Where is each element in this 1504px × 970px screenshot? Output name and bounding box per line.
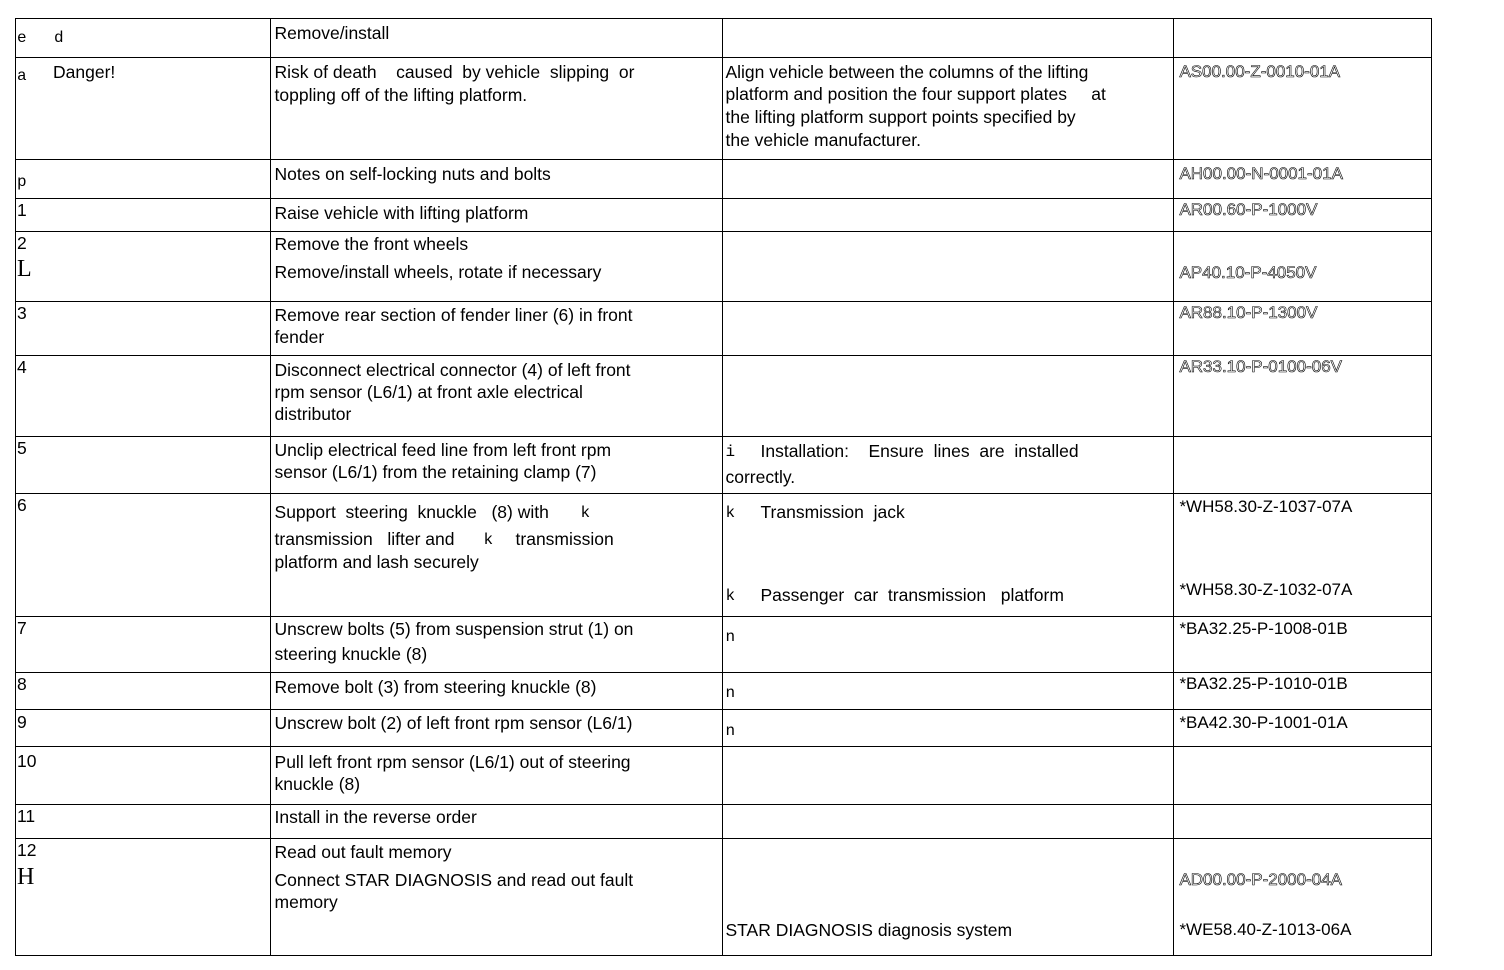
action-text: Remove the front wheels <box>274 234 469 254</box>
table-row <box>16 356 1432 437</box>
action-text: sensor (L6/1) from the retaining clamp (7) <box>274 462 597 482</box>
reference-link[interactable]: *WE58.40-Z-1013-06A <box>1179 920 1352 939</box>
operation-symbol: L <box>17 256 32 282</box>
action-text: fender <box>274 327 325 347</box>
action-text: rpm sensor (L6/1) at front axle electrical <box>274 382 583 402</box>
operation-symbol: H <box>17 864 35 890</box>
reference-link[interactable]: AR00.60-P-1000V <box>1179 200 1318 219</box>
table-row <box>16 805 1432 839</box>
note-text: platform and position the four support plates at <box>725 84 1106 104</box>
table-row <box>16 747 1432 805</box>
note-text: Align vehicle between the columns of the lifting <box>725 62 1089 82</box>
action-text: Remove/install wheels, rotate if necessary <box>274 262 602 282</box>
table-row <box>16 19 1432 58</box>
step-number: 2 <box>17 233 27 253</box>
torque-symbol: n <box>725 628 736 646</box>
step-number: 7 <box>17 618 27 638</box>
note-text: correctly. <box>725 467 796 487</box>
table-row <box>16 437 1432 494</box>
action-text: Read out fault memory <box>274 842 452 862</box>
step-number: 6 <box>17 495 27 515</box>
action-text: Disconnect electrical connector (4) of left front <box>274 360 631 380</box>
action-text: memory <box>274 892 338 912</box>
action-text: distributor <box>274 404 352 424</box>
table-row <box>16 710 1432 747</box>
step-number: 5 <box>17 438 27 458</box>
table-row <box>16 58 1432 160</box>
warning-symbol: a <box>17 67 27 85</box>
step-number: 10 <box>17 751 37 771</box>
step-symbol: d <box>54 29 64 47</box>
tool-symbol: k <box>725 504 736 522</box>
reference-link[interactable]: AD00.00-P-2000-04A <box>1179 870 1342 889</box>
reference-link[interactable]: *BA32.25-P-1008-01B <box>1179 619 1348 638</box>
action-text: transmission <box>515 529 614 549</box>
reference-link[interactable]: AS00.00-Z-0010-01A <box>1179 62 1341 81</box>
torque-symbol: n <box>725 722 736 740</box>
reference-link[interactable]: AR88.10-P-1300V <box>1179 303 1318 322</box>
step-number: 11 <box>17 806 36 826</box>
table-row <box>16 302 1432 356</box>
action-text: Remove rear section of fender liner (6) in front <box>274 305 633 325</box>
table-row <box>16 494 1432 617</box>
action-text: Raise vehicle with lifting platform <box>274 203 529 223</box>
note-text: Transmission jack <box>760 502 905 522</box>
reference-link[interactable]: AR33.10-P-0100-06V <box>1179 357 1342 376</box>
action-text: Pull left front rpm sensor (L6/1) out of steering <box>274 752 631 772</box>
action-text: Unscrew bolts (5) from suspension strut (1) on <box>274 619 634 639</box>
reference-link[interactable]: *WH58.30-Z-1037-07A <box>1179 497 1353 516</box>
action-text: Connect STAR DIAGNOSIS and read out fault <box>274 870 634 890</box>
action-text: toppling off of the lifting platform. <box>274 85 528 105</box>
step-number: 1 <box>17 200 27 220</box>
note-text: Passenger car transmission platform <box>760 585 1064 605</box>
action-text: knuckle (8) <box>274 774 361 794</box>
note-symbol: p <box>17 173 27 191</box>
action-text: Support steering knuckle (8) with <box>274 502 549 522</box>
table-row <box>16 160 1432 199</box>
tool-symbol: k <box>725 587 736 605</box>
table-row <box>16 199 1432 232</box>
table-row <box>16 673 1432 710</box>
table-row <box>16 232 1432 302</box>
action-text: Unscrew bolt (2) of left front rpm sensor (L6/1) <box>274 713 633 733</box>
tool-symbol: k <box>580 504 591 522</box>
action-text: Unclip electrical feed line from left front rpm <box>274 440 612 460</box>
table-row <box>16 617 1432 673</box>
tool-symbol: k <box>483 531 494 549</box>
note-text: the vehicle manufacturer. <box>725 130 922 150</box>
action-text: Install in the reverse order <box>274 807 477 827</box>
note-text: STAR DIAGNOSIS diagnosis system <box>725 920 1013 940</box>
reference-link[interactable]: *BA32.25-P-1010-01B <box>1179 674 1348 693</box>
procedure-table <box>15 18 1432 956</box>
reference-link[interactable]: AP40.10-P-4050V <box>1179 263 1317 282</box>
step-number: 3 <box>17 303 27 323</box>
torque-symbol: n <box>725 684 736 702</box>
action-text: transmission lifter and <box>274 529 455 549</box>
action-text: Remove/install <box>274 23 390 43</box>
reference-link[interactable]: *BA42.30-P-1001-01A <box>1179 713 1348 732</box>
step-number: 12 <box>17 840 37 860</box>
table-row <box>16 839 1432 956</box>
reference-link[interactable]: *WH58.30-Z-1032-07A <box>1179 580 1353 599</box>
action-text: Risk of death caused by vehicle slipping or <box>274 62 635 82</box>
reference-link[interactable]: AH00.00-N-0001-01A <box>1179 164 1343 183</box>
action-text: Remove bolt (3) from steering knuckle (8) <box>274 677 597 697</box>
info-symbol: i <box>725 443 736 461</box>
action-text: Notes on self-locking nuts and bolts <box>274 164 551 184</box>
action-text: platform and lash securely <box>274 552 479 572</box>
step-number: 4 <box>17 357 27 377</box>
danger-label: Danger! <box>53 62 116 82</box>
action-text: steering knuckle (8) <box>274 644 428 664</box>
note-text: the lifting platform support points specified by <box>725 107 1076 127</box>
step-number: 9 <box>17 712 27 732</box>
step-symbol: e <box>17 29 27 47</box>
note-text: Installation: Ensure lines are installed <box>760 441 1079 461</box>
step-number: 8 <box>17 674 27 694</box>
